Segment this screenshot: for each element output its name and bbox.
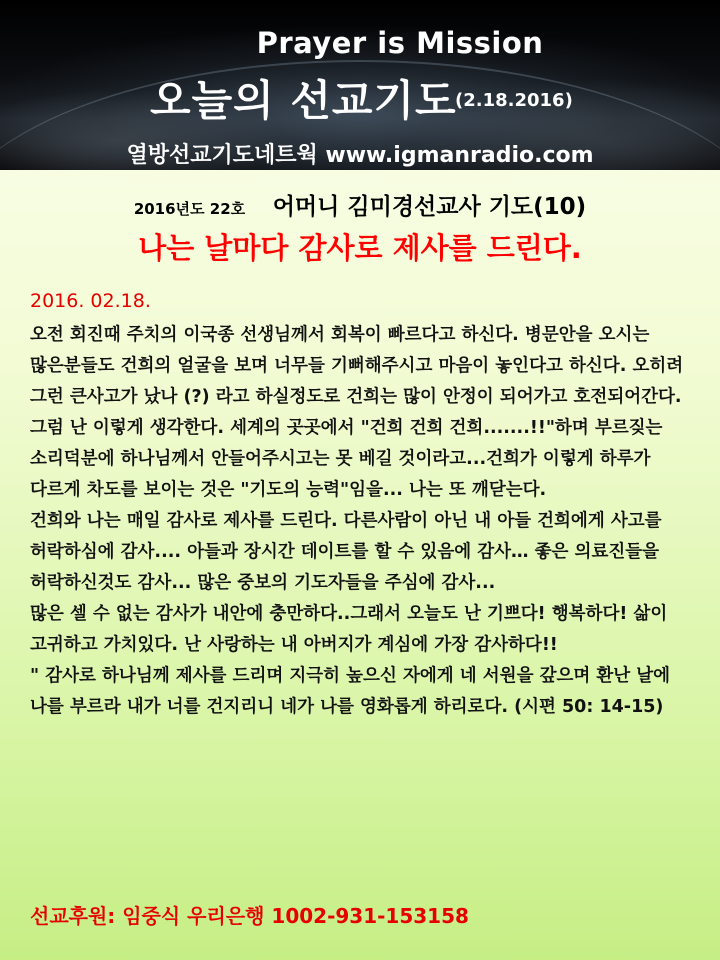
post-body (30, 320, 698, 723)
title-english: Prayer is Mission (256, 26, 544, 60)
post-date: 2016. 02.18. (30, 290, 151, 312)
headline: 나는 날마다 감사로 제사를 드린다. (138, 231, 582, 265)
title-korean: 오늘의 선교기도 (150, 76, 457, 125)
paragraph: 오전 회진때 주치의 이국종 선생님께서 회복이 빠르다고 하신다. 병문안을 오시는 많은분들도 건희의 얼굴을 보며 너무들 기뻐해주시고 마음이 놓인다고 하신다. 오히려 그런 큰사고가 났나 (?) 라고 하실정도로 건희는 많이 안정이 되어가고 호전되어간다. 그럼 난 이렇게 생각한다. 세계의 곳곳에서 "건희 건희 건희.......!!"하며 부르짖는 소리덕분에 하나님께서 안들어주시고는 못 베길 것이라고...건희가 이렇게 하루가 다르게 차도를 보이는 것은 "기도의 능력"임을... 나는 또 깨닫는다. (30, 325, 684, 500)
network-line: 열방선교기도네트웍 www.igmanradio.com (126, 143, 594, 168)
issue-title: 어머니 김미경선교사 기도(10) (272, 194, 587, 220)
content-area (0, 170, 720, 960)
issue-line (0, 188, 720, 221)
support-info: 선교후원: 임중식 우리은행 1002-931-153158 (30, 904, 469, 928)
header-banner (0, 0, 720, 170)
title-date: (2.18.2016) (455, 90, 573, 111)
paragraph: 건희와 나는 매일 감사로 제사를 드린다. 다른사람이 아닌 내 아들 건희에게 사고를 허락하심에 감사.... 아들과 장시간 데이트를 할 수 있음에 감사… 좋은 의료진들을 허락하신것도 감사... 많은 중보의 기도자들을 주심에 감사... (30, 511, 662, 593)
paragraph: 많은 셀 수 없는 감사가 내안에 충만하다..그래서 오늘도 난 기쁘다! 행복하다! 삶이 고귀하고 가치있다. 난 사랑하는 내 아버지가 계심에 가장 감사하다!! (30, 604, 668, 655)
paragraph: " 감사로 하나님께 제사를 드리며 지극히 높으신 자에게 네 서원을 갚으며 환난 날에 나를 부르라 내가 너를 건지리니 네가 나를 영화롭게 하리로다. (시편 50: 14-15) (30, 666, 671, 717)
issue-number: 2016년도 22호 (133, 200, 246, 218)
